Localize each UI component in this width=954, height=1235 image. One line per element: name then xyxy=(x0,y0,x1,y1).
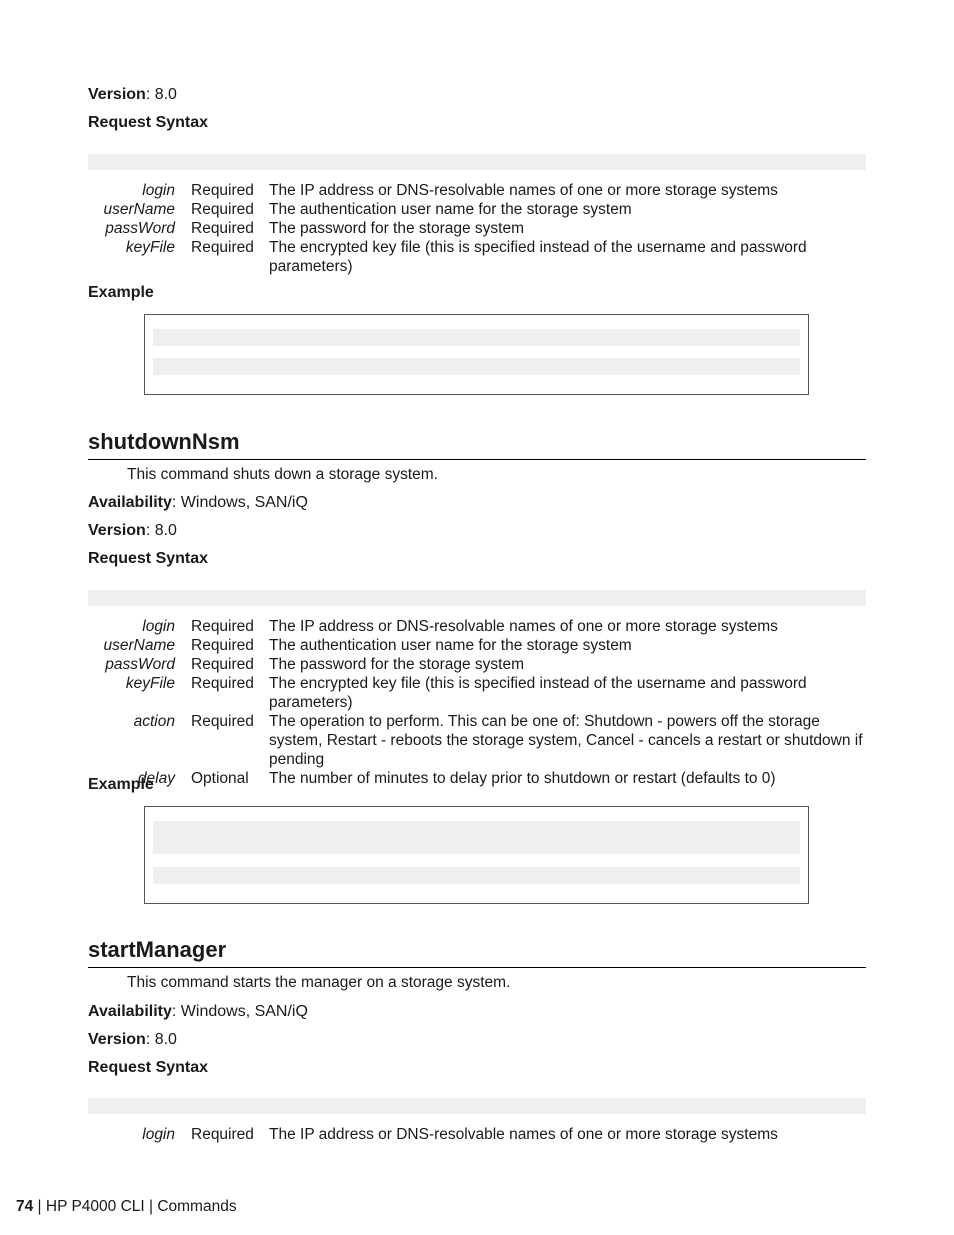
parameter-table xyxy=(88,1125,878,1144)
request-syntax-heading: Request Syntax xyxy=(88,1059,209,1076)
example-box xyxy=(144,314,809,395)
param-row: userName Required The authentication user name for the storage system xyxy=(103,201,632,218)
version-value: 8.0 xyxy=(154,86,177,103)
availability-line: Availability: Windows, SAN/iQ xyxy=(88,494,308,511)
version-line: Version: 8.0 xyxy=(88,86,177,103)
version-line: Version: 8.0 xyxy=(88,1031,177,1048)
request-syntax-code xyxy=(88,1098,866,1114)
code-line xyxy=(153,821,800,854)
request-syntax-code xyxy=(88,590,866,606)
param-row: login Required The IP address or DNS-resolvable names of one or more storage systems xyxy=(142,618,778,635)
request-syntax-heading: Request Syntax xyxy=(88,114,209,131)
command-description: This command starts the manager on a storage system. xyxy=(127,974,511,991)
param-row: keyFile Required The encrypted key file (this is specified instead of the username and password parameters) xyxy=(125,239,807,275)
param-row: login Required The IP address or DNS-resolvable names of one or more storage systems xyxy=(142,1126,778,1143)
footer-text: | HP P4000 CLI | Commands xyxy=(33,1198,237,1215)
parameter-table xyxy=(88,617,878,788)
page-number: 74 xyxy=(16,1198,34,1215)
parameter-table xyxy=(88,181,878,276)
version-label: Version xyxy=(88,86,146,103)
code-line xyxy=(153,867,800,884)
section-rule xyxy=(88,967,866,968)
param-row: keyFile Required The encrypted key file (this is specified instead of the username and password parameters) xyxy=(125,675,807,711)
example-box xyxy=(144,806,809,904)
version-line: Version: 8.0 xyxy=(88,522,177,539)
page-footer xyxy=(16,1197,237,1217)
command-description: This command shuts down a storage system. xyxy=(127,466,438,483)
param-row: login Required The IP address or DNS-resolvable names of one or more storage systems xyxy=(142,182,778,199)
section-title-shutdownnsm: shutdownNsm xyxy=(88,429,240,454)
request-syntax-code xyxy=(88,154,866,170)
example-heading: Example xyxy=(88,776,154,793)
param-row: passWord Required The password for the storage system xyxy=(105,220,525,237)
availability-line: Availability: Windows, SAN/iQ xyxy=(88,1003,308,1020)
section-title-startmanager: startManager xyxy=(88,937,227,962)
param-row: delay Optional The number of minutes to delay prior to shutdown or restart (defaults to 0) xyxy=(137,770,776,787)
code-line xyxy=(153,358,800,375)
section-rule xyxy=(88,459,866,460)
param-row: userName Required The authentication user name for the storage system xyxy=(103,637,632,654)
example-heading: Example xyxy=(88,284,154,301)
param-row: action Required The operation to perform. This can be one of: Shutdown - powers off the storage system, Restart - reboots the storage system, Cancel - cancels a restart or shutdown if pending xyxy=(133,713,863,768)
code-line xyxy=(153,329,800,346)
param-row: passWord Required The password for the storage system xyxy=(105,656,525,673)
request-syntax-heading: Request Syntax xyxy=(88,550,209,567)
